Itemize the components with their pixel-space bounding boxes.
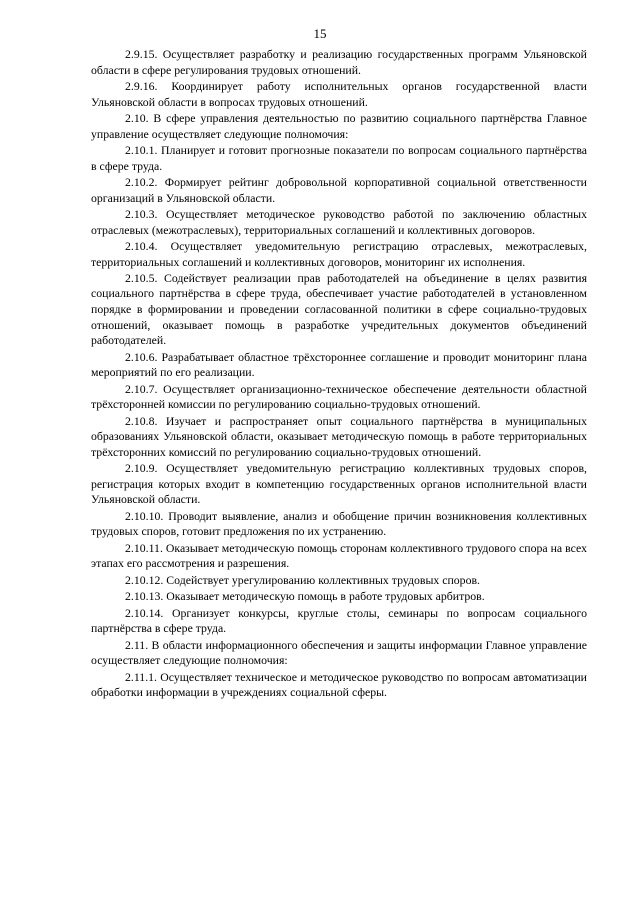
paragraph-2-10-2: 2.10.2. Формирует рейтинг добровольной корпоративной социальной ответственности организаций в Ульяновской области. [91, 174, 587, 205]
paragraph-2-10-14: 2.10.14. Организует конкурсы, круглые столы, семинары по вопросам социального партнёрства в сфере труда. [91, 605, 587, 636]
paragraph-2-10-10: 2.10.10. Проводит выявление, анализ и обобщение причин возникновения коллективных трудовых споров, готовит предложения по их устранению. [91, 508, 587, 539]
paragraph-2-10-4: 2.10.4. Осуществляет уведомительную регистрацию отраслевых, межотраслевых, территориальных соглашений и коллективных договоров, мониторинг их исполнения. [91, 238, 587, 269]
paragraph-2-10-8: 2.10.8. Изучает и распространяет опыт социального партнёрства в муниципальных образованиях Ульяновской области, оказывает методическую помощь в работе территориальных трёхсторонних комиссий по регулированию социально-трудовых отношений. [91, 413, 587, 459]
paragraph-2-10-9: 2.10.9. Осуществляет уведомительную регистрацию коллективных трудовых споров, регистрация которых входит в компетенцию государственных органов исполнительной власти Ульяновской области. [91, 461, 587, 507]
paragraph-2-9-16: 2.9.16. Координирует работу исполнительных органов государственной власти Ульяновской области в вопросах трудовых отношений. [91, 78, 587, 109]
paragraph-2-10: 2.10. В сфере управления деятельностью по развитию социального партнёрства Главное управление осуществляет следующие полномочия: [91, 110, 587, 141]
paragraph-2-11: 2.11. В области информационного обеспечения и защиты информации Главное управление осуществляет следующие полномочия: [91, 637, 587, 668]
paragraph-2-11-1: 2.11.1. Осуществляет техническое и методическое руководство по вопросам автоматизации обработки информации в учреждениях социальной сферы. [91, 669, 587, 700]
paragraph-2-10-13: 2.10.13. Оказывает методическую помощь в работе трудовых арбитров. [125, 589, 485, 604]
paragraph-2-10-3: 2.10.3. Осуществляет методическое руководство работой по заключению областных отраслевых (межотраслевых), территориальных соглашений и коллективных договоров. [91, 206, 587, 237]
paragraph-2-10-11: 2.10.11. Оказывает методическую помощь сторонам коллективного трудового спора на всех этапах его рассмотрения и разрешения. [91, 540, 587, 571]
paragraph-2-10-5: 2.10.5. Содействует реализации прав работодателей на объединение в целях развития социального партнёрства в сфере труда, обеспечивает участие работодателей в установленном порядке в формировании и проведении согласованной политики в сфере социально-трудовых отношений, оказывает помощь в разработке учредительных документов объединений работодателей. [91, 270, 587, 348]
paragraph-2-9-15: 2.9.15. Осуществляет разработку и реализацию государственных программ Ульяновской области в сфере регулирования трудовых отношений. [91, 47, 587, 77]
paragraph-2-10-7: 2.10.7. Осуществляет организационно-техническое обеспечение деятельности областной трёхсторонней комиссии по регулированию социально-трудовых отношений. [91, 381, 587, 412]
page-number: 15 [313, 26, 327, 41]
paragraph-2-10-12: 2.10.12. Содействует урегулированию коллективных трудовых споров. [125, 572, 480, 587]
paragraph-2-10-6: 2.10.6. Разрабатывает областное трёхстороннее соглашение и проводит мониторинг плана мероприятий по его реализации. [91, 349, 587, 380]
document-body [91, 47, 587, 701]
paragraph-2-10-1: 2.10.1. Планирует и готовит прогнозные показатели по вопросам социального партнёрства в сфере труда. [91, 142, 587, 173]
